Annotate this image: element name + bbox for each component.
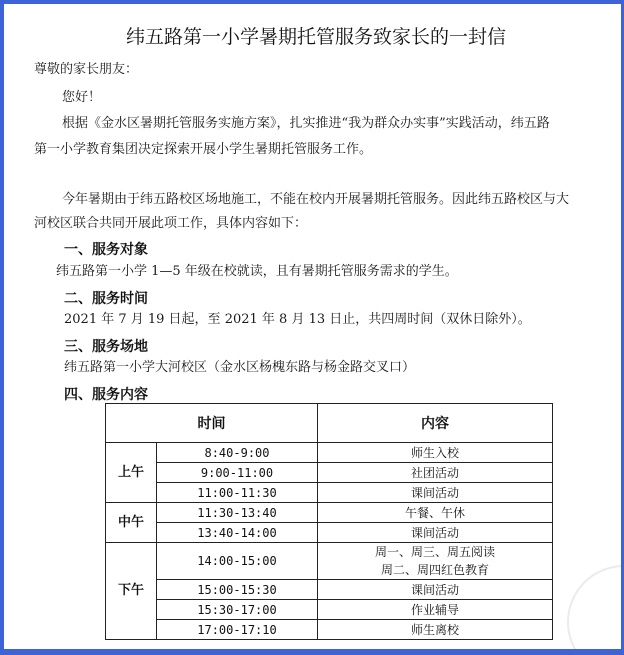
header-time: 时间 [106,404,318,443]
paragraph-2-line-1: 今年暑期由于纬五路校区场地施工，不能在校内开展暑期托管服务。因此纬五路校区与大 [62,192,570,207]
time-cell: 17:00-17:10 [157,620,318,640]
paragraph-2-line-2: 河校区联合共同开展此项工作，具体内容如下： [34,216,308,231]
time-cell: 9:00-11:00 [157,463,318,483]
content-cell: 作业辅导 [318,600,553,620]
period-morning: 上午 [106,443,157,503]
time-cell: 8:40-9:00 [157,443,318,463]
section-2-text: 2021 年 7 月 19 日起，至 2021 年 8 月 13 日止，共四周时间（双休日除外）。 [64,312,531,327]
time-cell: 11:30-13:40 [157,503,318,523]
table-row [106,503,553,523]
salutation: 尊敬的家长朋友： [34,62,139,77]
period-noon: 中午 [106,503,157,543]
time-cell: 15:00-15:30 [157,580,318,600]
table-row [106,463,553,483]
time-cell: 15:30-17:00 [157,600,318,620]
content-cell [318,543,553,580]
paragraph-1-line-1: 根据《金水区暑期托管服务实施方案》，扎实推进“我为群众办实事”实践活动，纬五路 [62,116,550,131]
section-3-text: 纬五路第一小学大河校区（金水区杨槐东路与杨金路交叉口） [64,360,416,375]
section-1-text: 纬五路第一小学 1—5 年级在校就读，且有暑期托管服务需求的学生。 [56,264,458,279]
content-cell: 师生离校 [318,620,553,640]
table-header-row [106,404,553,443]
document-title: 纬五路第一小学暑期托管服务致家长的一封信 [125,26,506,48]
table-row [106,483,553,503]
content-line-2: 周二、周四红色教育 [380,563,489,577]
content-cell: 师生入校 [318,443,553,463]
time-cell: 13:40-14:00 [157,523,318,543]
section-4-heading: 四、服务内容 [64,387,148,403]
content-cell: 课间活动 [318,580,553,600]
section-2-heading: 二、服务时间 [64,291,148,307]
table-row [106,600,553,620]
table-row [106,523,553,543]
greeting: 您好！ [62,90,102,105]
time-cell: 14:00-15:00 [157,543,318,580]
section-1-heading: 一、服务对象 [64,242,148,258]
content-cell: 课间活动 [318,483,553,503]
content-line-1: 周一、周三、周五阅读 [374,545,495,559]
content-cell: 课间活动 [318,523,553,543]
section-3-heading: 三、服务场地 [64,339,148,355]
time-cell: 11:00-11:30 [157,483,318,503]
table-row [106,620,553,640]
period-afternoon: 下午 [106,543,157,640]
table-row [106,580,553,600]
paragraph-1-line-2: 第一小学教育集团决定探索开展小学生暑期托管服务工作。 [34,142,373,157]
schedule-table [105,403,553,640]
header-content: 内容 [318,404,553,443]
table-row [106,543,553,580]
decorative-circle [567,565,624,655]
content-cell: 社团活动 [318,463,553,483]
content-cell: 午餐、午休 [318,503,553,523]
table-row [106,443,553,463]
